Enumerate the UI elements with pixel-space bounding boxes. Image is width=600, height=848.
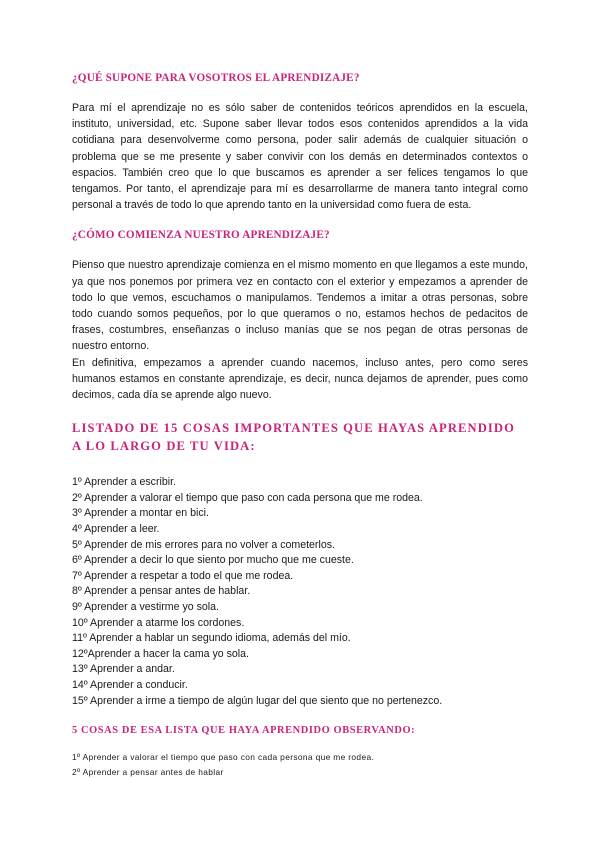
list-item: 5º Aprender de mis errores para no volver a cometerlos. — [72, 538, 335, 551]
list-item: 1º Aprender a valorar el tiempo que paso con cada persona que me rodea. — [72, 752, 375, 763]
list-item: 1º Aprender a escribir. — [72, 476, 176, 489]
section1-heading: ¿QUÉ SUPONE PARA VOSOTROS EL APRENDIZAJE? — [72, 72, 360, 84]
list-item: 12ºAprender a hacer la cama yo sola. — [72, 647, 250, 660]
list-item: 2º Aprender a pensar antes de hablar — [72, 767, 224, 778]
document-page — [72, 72, 528, 781]
list-item: 6º Aprender a decir lo que siento por mucho que me cueste. — [72, 554, 354, 567]
list-item: 3º Aprender a montar en bici. — [72, 507, 209, 520]
section3-heading: LISTADO DE 15 COSAS IMPORTANTES QUE HAYAS APRENDIDO A LO LARGO DE TU VIDA: — [72, 421, 515, 454]
learned-things-list — [72, 475, 528, 709]
list-item: 14º Aprender a conducir. — [72, 678, 188, 691]
section2-heading: ¿CÓMO COMIENZA NUESTRO APRENDIZAJE? — [72, 229, 330, 242]
list-item: 11º Aprender a hablar un segundo idioma, además del mío. — [72, 632, 351, 645]
list-item: 13º Aprender a andar. — [72, 663, 175, 676]
section2-paragraph-2: En definitiva, empezamos a aprender cuando nacemos, incluso antes, pero como seres humanos estamos en constante aprendizaje, es decir, nunca dejamos de aprender, pues como decimos, cada día se aprende algo nuevo. — [72, 356, 528, 402]
section2-paragraph-1: Pienso que nuestro aprendizaje comienza en el mismo momento en que llegamos a este mundo, ya que nos ponemos por primera vez en contacto con el exterior y empezamos a aprender de todo lo que vemos, escuchamos o manipulamos. Tendemos a imitar a otras personas, sobre todo cuando somos pequeños, por lo que queramos o no, estamos hechos de pedacitos de frases, costumbres, enseñanzas o incluso manías que se nos pegan de otras personas de nuestro entorno. — [72, 259, 528, 353]
section4-heading: 5 COSAS DE ESA LISTA QUE HAYA APRENDIDO OBSERVANDO: — [72, 725, 416, 737]
list-item: 8º Aprender a pensar antes de hablar. — [72, 585, 251, 598]
list-item: 7º Aprender a respetar a todo el que me rodea. — [72, 569, 294, 582]
section1-paragraph: Para mí el aprendizaje no es sólo saber de contenidos teóricos aprendidos en la escuela, instituto, universidad, etc. Supone saber llevar todos esos contenidos aprendidos a la vida cotidiana para desenvolverme como persona, poder salir además de cualquier situación o problema que se me presente y saber convivir con los demás en determinados contextos o espacios. También creo que lo que buscamos es aprender a ser felices tengamos lo que tengamos. Por tanto, el aprendizaje para mí es desarrollarme de manera tanto integral como personal a través de todo lo que aprendo tanto en la universidad como fuera de esta. — [72, 102, 528, 212]
observed-things-list — [72, 750, 528, 780]
list-item: 2º Aprender a valorar el tiempo que paso con cada persona que me rodea. — [72, 491, 423, 504]
list-item: 15º Aprender a irme a tiempo de algún lugar del que siento que no pertenezco. — [72, 694, 443, 707]
list-item: 10º Aprender a atarme los cordones. — [72, 616, 245, 629]
list-item: 9º Aprender a vestirme yo sola. — [72, 601, 219, 613]
list-item: 4º Aprender a leer. — [72, 523, 160, 536]
